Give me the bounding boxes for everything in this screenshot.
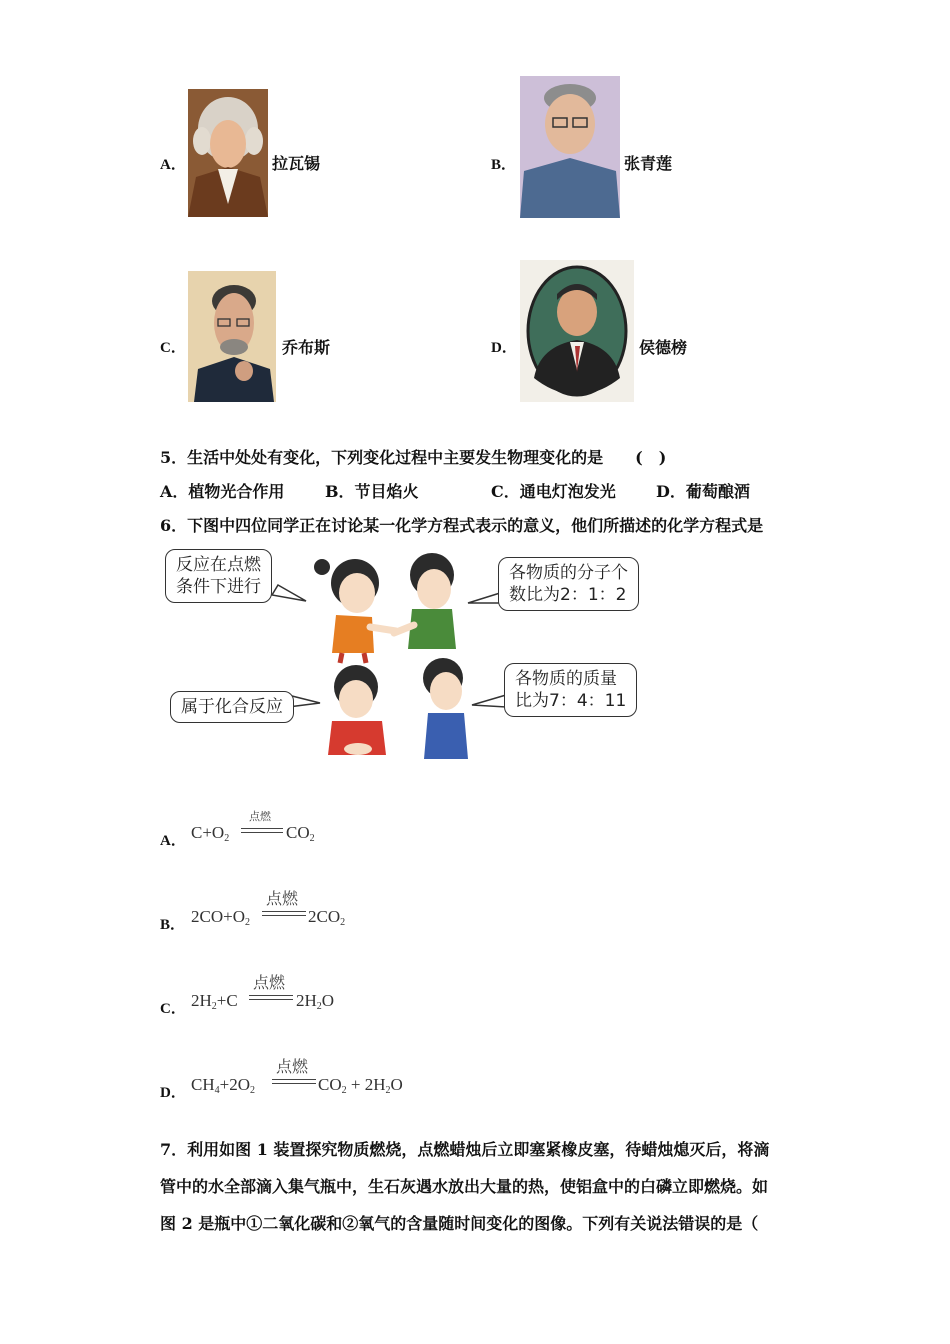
girl-figure (314, 559, 396, 663)
bubble-top-left-line-2: 条件下进行 (176, 577, 261, 597)
q7-stem (160, 1131, 800, 1242)
equation-a-left (191, 823, 229, 844)
option-d-letter: D． (491, 340, 517, 356)
bubble-top-right-line-2: 数比为2：1：2 (509, 585, 627, 605)
q5-option-a: A．植物光合作用 (160, 482, 285, 501)
q6-option-b-letter: B． (160, 917, 186, 933)
equation-b-right-sub: 2 (340, 917, 346, 928)
equation-a-right-text: CO (286, 823, 310, 842)
equation-d-right (318, 1075, 403, 1096)
option-b-name: 张青莲 (624, 154, 673, 173)
equation-d-left-sub: 4 (214, 1085, 220, 1096)
equation-d-right-text-3: O (390, 1075, 403, 1094)
boy-blue-figure (423, 658, 468, 759)
equation-d-right-text: CO (318, 1075, 342, 1094)
bubble-bottom-right (504, 663, 637, 717)
equation-b-equals-sign (262, 911, 306, 916)
equation-d-left (191, 1075, 255, 1096)
equation-b-left-sub: 2 (244, 917, 250, 928)
q6-stem: 6．下图中四位同学正在讨论某一化学方程式表示的意义，他们所描述的化学方程式是 (160, 516, 764, 535)
equation-a-condition: 点燃 (249, 810, 271, 823)
equation-c-condition: 点燃 (253, 973, 286, 992)
bubble-top-left-line-1: 反应在点燃 (176, 555, 261, 575)
option-a-letter: A． (160, 157, 186, 173)
equation-b-left (191, 907, 250, 928)
equation-c-right (296, 991, 334, 1012)
q6-option-c-letter: C． (160, 1001, 186, 1017)
bubble-bottom-left (170, 691, 294, 723)
equation-b-condition: 点燃 (266, 889, 299, 908)
equation-a-left-sub: 2 (224, 833, 230, 844)
equation-b-right-text: 2CO (308, 907, 341, 926)
bubble-bottom-right-line-1: 各物质的质量 (515, 669, 617, 689)
equation-d-right-sub-2: 2 (385, 1085, 391, 1096)
q7-line-2: 管中的水全部滴入集气瓶中，生石灰遇水放出大量的热，使铝盒中的白磷立即燃烧。如 (160, 1177, 769, 1196)
equation-b-right (308, 907, 345, 928)
q6-option-a-letter: A． (160, 833, 186, 849)
option-a-name: 拉瓦锡 (272, 154, 321, 173)
equation-a-equals-sign (241, 828, 283, 833)
zhang-qinglian-portrait (520, 76, 620, 218)
equation-d-equals-sign (272, 1079, 316, 1084)
equation-a-right-sub: 2 (309, 833, 315, 844)
equation-c-right-text: 2H (296, 991, 317, 1010)
boy-red-figure (328, 665, 386, 755)
option-c-name: 乔布斯 (282, 338, 331, 357)
equation-c-equals-sign (249, 995, 293, 1000)
lavoisier-portrait (188, 89, 268, 217)
equation-d-left-sub-2: 2 (250, 1085, 255, 1096)
equation-b-left-text: 2CO+O (191, 907, 245, 926)
hou-debang-portrait (520, 260, 634, 402)
equation-d-right-text-2: + 2H (346, 1075, 386, 1094)
boy-green-figure (394, 553, 456, 649)
q7-line-3: 图 2 是瓶中①二氧化碳和②氧气的含量随时间变化的图像。下列有关说法错误的是（ (160, 1214, 759, 1233)
q7-line-1: 7．利用如图 1 装置探究物质燃烧，点燃蜡烛后立即塞紧橡皮塞，待蜡烛熄灭后，将滴 (160, 1140, 770, 1159)
equation-c-right-text-2: O (321, 991, 335, 1010)
bubble-top-right (498, 557, 639, 611)
bubble-top-right-line-1: 各物质的分子个 (509, 563, 628, 583)
bubble-top-left (165, 549, 272, 603)
option-c-letter: C． (160, 340, 186, 356)
equation-d-left-text-2: +2O (219, 1075, 250, 1094)
q6-option-d-letter: D． (160, 1085, 186, 1101)
jobs-portrait (188, 271, 276, 402)
equation-c-right-sub: 2 (316, 1001, 322, 1012)
equation-d-left-text: CH (191, 1075, 215, 1094)
q5-option-b: B．节目焰火 (325, 482, 419, 501)
option-b-letter: B． (491, 157, 517, 173)
equation-a-right (286, 823, 315, 844)
q5-stem: 5．生活中处处有变化，下列变化过程中主要发生物理变化的是 ( ) (160, 448, 667, 467)
option-d-name: 侯德榜 (639, 338, 688, 357)
bubble-bottom-right-line-2: 比为7：4：11 (515, 691, 627, 711)
equation-d-right-sub: 2 (341, 1085, 347, 1096)
equation-a-left-text: C+O (191, 823, 225, 842)
q5-option-d: D．葡萄酿酒 (656, 482, 750, 501)
equation-d-condition: 点燃 (276, 1057, 309, 1076)
equation-c-left-text-2: +C (216, 991, 238, 1010)
discussion-illustration (160, 545, 640, 770)
q5-option-c: C．通电灯泡发光 (491, 482, 616, 501)
equation-c-left (191, 991, 238, 1012)
bubble-bottom-left-line-1: 属于化合反应 (181, 697, 283, 717)
equation-c-left-text: 2H (191, 991, 212, 1010)
equation-c-left-sub: 2 (211, 1001, 217, 1012)
